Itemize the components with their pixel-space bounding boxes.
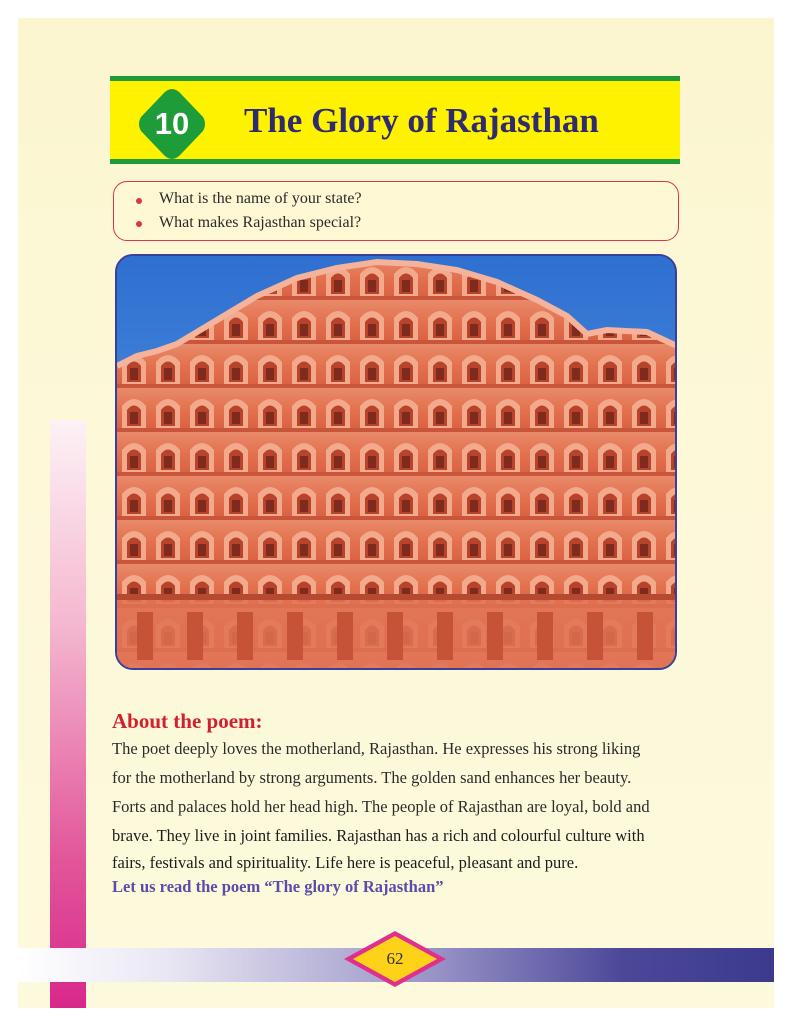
chapter-number: 10	[154, 106, 190, 141]
about-poem-heading: About the poem:	[112, 709, 263, 733]
about-poem-line: brave. They live in joint families. Rajasthan has a rich and colourful culture with	[112, 826, 645, 845]
chapter-title: The Glory of Rajasthan	[244, 101, 599, 140]
decorative-side-bar	[50, 420, 86, 1008]
question-item: What is the name of your state?	[159, 190, 362, 207]
bullet-icon	[136, 221, 142, 227]
page-number: 62	[386, 949, 404, 968]
about-poem-line: for the motherland by strong arguments. The golden sand enhances her beauty.	[112, 768, 632, 787]
about-poem-line: Forts and palaces hold her head high. The people of Rajasthan are loyal, bold and	[112, 797, 650, 816]
question-item: What makes Rajasthan special?	[159, 214, 362, 231]
read-poem-prompt: Let us read the poem “The glory of Rajasthan”	[112, 877, 444, 896]
bullet-icon	[136, 198, 142, 204]
hawa-mahal-photo	[115, 254, 677, 670]
about-poem-line: fairs, festivals and spirituality. Life here is peaceful, pleasant and pure.	[112, 853, 579, 872]
about-poem-line: The poet deeply loves the motherland, Rajasthan. He expresses his strong liking	[112, 739, 641, 758]
warmup-questions-box	[113, 181, 679, 241]
